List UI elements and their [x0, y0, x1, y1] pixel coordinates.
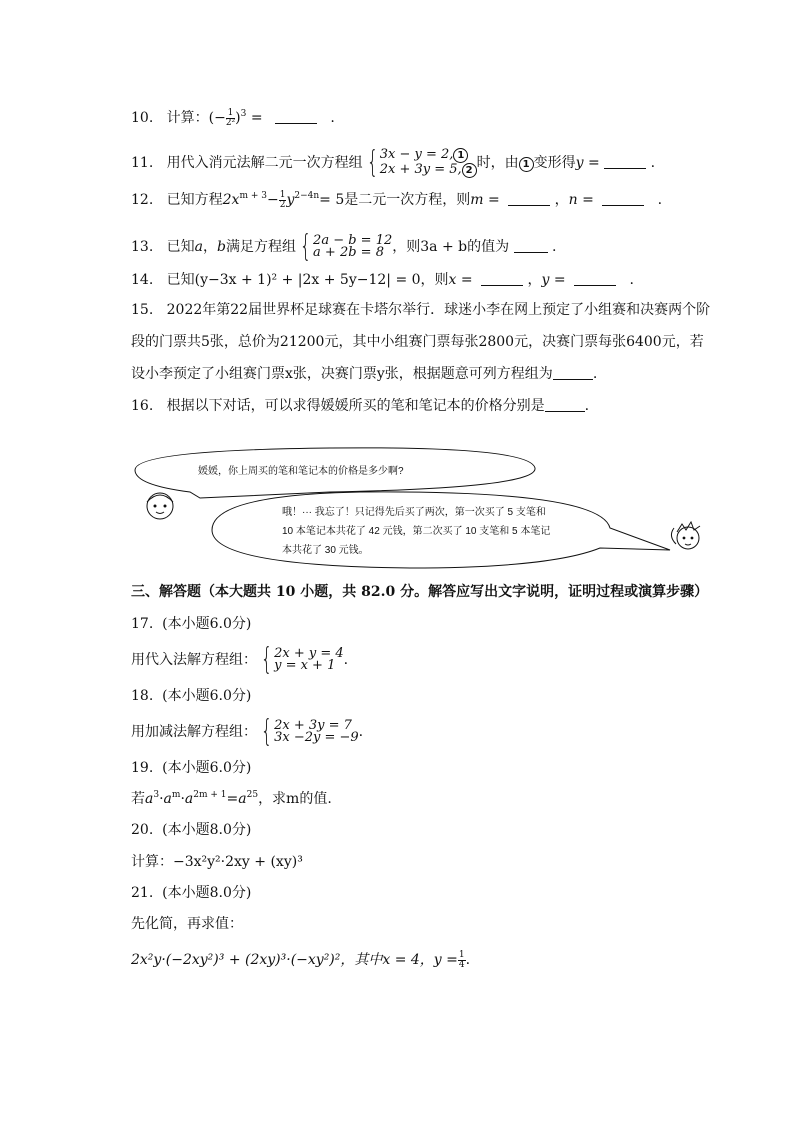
brace: {	[260, 714, 273, 749]
fraction: $\frac{1}{\text{2²}}$	[225, 107, 236, 128]
answer-blank[interactable]	[514, 238, 548, 253]
question-17-body: 用代入法解方程组： { 2x + y = 4 y = x + 1 .	[131, 642, 349, 677]
question-14: 14. 已知(y−3x + 1)² + |2x + 5y−12| = 0，则x = ，y = .	[131, 272, 634, 288]
bubble-2-line-1: 哦！··· 我忘了！只记得先后买了两次，第一次买了 5 支笔和	[282, 507, 546, 518]
answer-blank[interactable]	[275, 109, 317, 124]
question-21: 21. (本小题8.0分)	[131, 885, 252, 901]
answer-blank[interactable]	[604, 154, 646, 169]
question-number: 10.	[131, 110, 154, 126]
bubble-2-line-2: 10 本笔记本共花了 42 元钱，第二次买了 10 支笔和 5 本笔记	[282, 526, 551, 537]
question-21-line-1: 先化简，再求值：	[131, 916, 243, 932]
question-18: 18. (本小题6.0分)	[131, 688, 252, 704]
equation-system: 2x + 3y = 7 3x −2y = −9	[274, 718, 359, 745]
question-18-body: 用加减法解方程组： { 2x + 3y = 7 3x −2y = −9 .	[131, 714, 364, 749]
answer-blank[interactable]	[545, 397, 585, 412]
bubble-2-line-3: 本共花了 30 元钱。	[282, 545, 369, 556]
question-19-body: 若$a^3\cdot a^m\cdot a^{2m + 1}=a^{25}$，求m的值.	[131, 790, 332, 807]
question-20-body: 计算：−3x²y²·2xy + (xy)³	[131, 854, 303, 870]
answer-blank[interactable]	[553, 365, 593, 380]
answer-blank[interactable]	[481, 271, 523, 286]
fraction: $\frac{1}{4}$	[458, 949, 465, 970]
brace: {	[260, 642, 273, 677]
brace: {	[299, 229, 312, 264]
equation-system: 2x + y = 4 y = x + 1	[274, 646, 344, 673]
boy-avatar	[671, 522, 700, 549]
answer-blank[interactable]	[574, 271, 616, 286]
girl-avatar	[147, 493, 173, 519]
brace: {	[366, 145, 378, 180]
question-17: 17. (本小题6.0分)	[131, 616, 252, 632]
question-11: 11. 用代入消元法解二元一次方程组 { 3x − y = 2, 1 2x + 3y = 5, 2 时，由 1 变形得y = .	[131, 145, 656, 180]
question-21-expression: 2x²y·(−2xy²)³ + (2xy)³·(−xy²)²，其中x = 4，y = $\frac{1}{4}$ .	[131, 949, 471, 970]
equation-system: 3x − y = 2, 1 2x + 3y = 5, 2	[380, 148, 477, 178]
question-20: 20. (本小题8.0分)	[131, 822, 252, 838]
question-15-line-3: 设小李预定了小组赛门票x张，决赛门票y张，根据题意可列方程组为 .	[131, 366, 598, 382]
section-heading: 三、解答题（本大题共 10 小题，共 82.0 分。解答应写出文字说明，证明过程或演算步骤）	[131, 584, 709, 600]
question-15-line-2: 段的门票共5张，总价为21200元，其中小组赛门票每张2800元，决赛门票每张6400元，若	[131, 334, 704, 350]
question-19: 19. (本小题6.0分)	[131, 760, 252, 776]
question-12: 12. 已知方程$2x^{m + 3}-$ $\frac{1}{2}$ $y^{2-4n}= 5$是二元一次方程，则m = ，n = .	[131, 189, 663, 210]
question-13: 13. 已知a，b满足方程组 { 2a − b = 12 a + 2b = 8 ，则3a + b的值为 .	[131, 229, 557, 264]
answer-blank[interactable]	[602, 191, 644, 206]
answer-blank[interactable]	[508, 191, 550, 206]
equation-system: 2a − b = 12 a + 2b = 8	[313, 233, 393, 260]
bubble-1-text: 媛媛，你上周买的笔和笔记本的价格是多少啊?	[198, 466, 404, 477]
question-15: 15. 2022年第22届世界杯足球赛在卡塔尔举行．球迷小李在网上预定了小组赛和决赛两个阶	[131, 302, 711, 318]
question-10: 10. 计算：(− $\frac{1}{\text{2²}}$ )$^3$ = .	[131, 107, 335, 128]
question-16: 16. 根据以下对话，可以求得媛媛所买的笔和笔记本的价格分别是 .	[131, 398, 590, 414]
fraction: $\frac{1}{2}$	[279, 189, 286, 210]
